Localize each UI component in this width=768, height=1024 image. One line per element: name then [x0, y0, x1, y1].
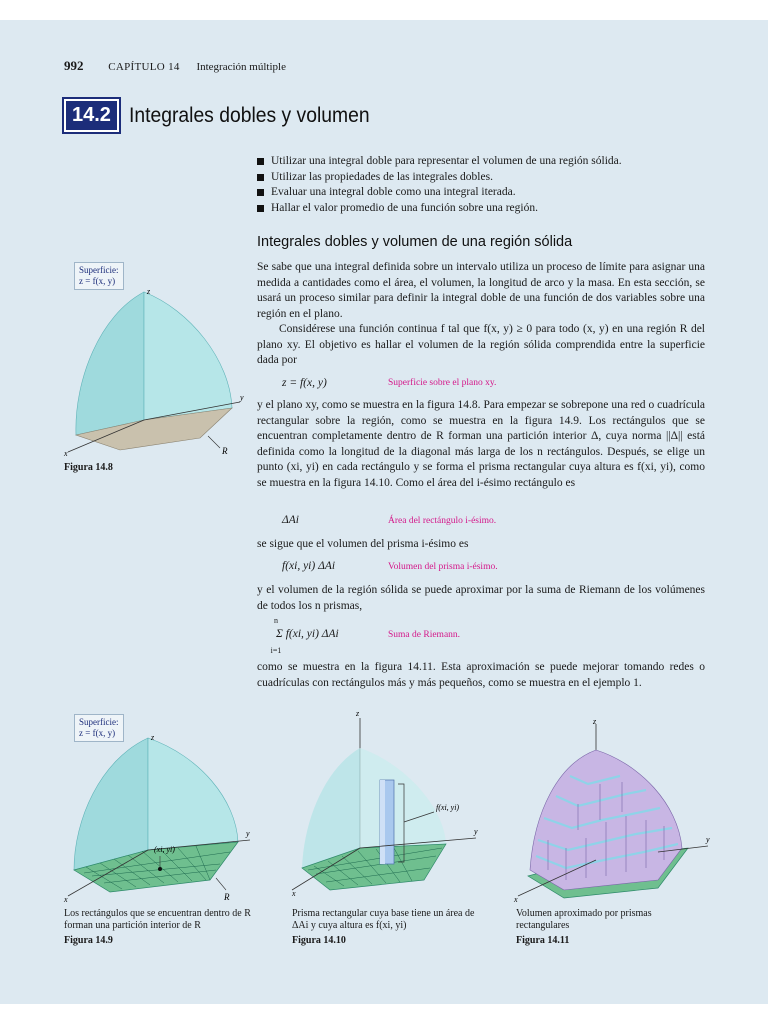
region-r-label: R [222, 446, 228, 456]
region-r-leader [208, 436, 220, 448]
objective-item: Utilizar las propiedades de las integrales dobles. [257, 170, 622, 186]
figure-14-9-caption: Los rectángulos que se encuentran dentro de R forman una partición interior de R [64, 908, 251, 931]
x-axis-label: x [64, 895, 68, 904]
figure-14-11-prisms [508, 720, 718, 910]
surface-right [144, 292, 232, 420]
x-axis-label: x [292, 889, 296, 898]
equation-riemann-sum: Σ f(xi, yi) ΔAi [276, 628, 339, 640]
surface-left [76, 292, 144, 435]
z-axis-label: z [151, 733, 155, 742]
surface-label-equation: z = f(x, y) [79, 728, 116, 738]
figure-14-8-label: Figura 14.8 [64, 462, 113, 473]
surface-label-title: Superficie: [79, 265, 119, 275]
textbook-page [0, 20, 768, 1004]
sample-point [158, 867, 162, 871]
chapter-label: CAPÍTULO 14 [108, 61, 180, 73]
paragraph-partition: y el plano xy, como se muestra en la figura 14.8. Para empezar se sobrepone una red o cuadrícula rectangular sobre la región, como se muestra en la figura 14.9. Los rectángulos que se encuentran completamente dentro de R forman una partición interior Δ, cuya norma ||Δ|| está definida como la longitud de la diagonal más larga de los n rectángulos. Después, se elige un punto (xi, yi) en cada rectángulo y se forma el prisma rectangular cuya altura es f(xi, yi), como se muestra en la figura 14.10. Como el área del i-ésimo rectángulo es [257, 399, 705, 489]
prism-height-label: f(xi, yi) [436, 803, 460, 812]
objective-item: Evaluar una integral doble como una integral iterada. [257, 185, 622, 201]
figure-14-9-label: Figura 14.9 [64, 935, 113, 946]
objective-item: Hallar el valor promedio de una función sobre una región. [257, 201, 622, 217]
figure-14-10-label: Figura 14.10 [292, 935, 346, 946]
y-axis-label: y [474, 827, 478, 836]
equation-area: ΔAi [282, 514, 299, 526]
equation-area-label: Área del rectángulo i-ésimo. [388, 516, 497, 526]
sum-lower-limit: i=1 [270, 646, 282, 655]
z-axis-label: z [147, 287, 151, 296]
section-title [64, 99, 390, 132]
page-number: 992 [64, 58, 84, 73]
z-axis-label: z [593, 720, 597, 726]
surface-label-equation: z = f(x, y) [79, 276, 116, 286]
z-axis-label: z [356, 709, 360, 718]
equation-surface-label: Superficie sobre el plano xy. [388, 378, 497, 388]
equation-prism-volume: f(xi, yi) ΔAi [282, 560, 336, 572]
surface-right [148, 738, 238, 850]
figure-14-10-prism [286, 708, 486, 908]
paragraph-intro: Se sabe que una integral definida sobre un intervalo utiliza un proceso de límite para asignar una medida a cantidades como el área, el volumen, la longitud de arco y la masa. En esta sección, se usará un proceso similar para definir la integral doble de una función de dos variables sobre una región en el plano. [257, 261, 705, 320]
rectangular-prism-highlight [380, 780, 385, 864]
chapter-title: Integración múltiple [196, 61, 286, 73]
figure-14-11-caption: Volumen aproximado por prismas rectangulares [516, 908, 652, 931]
equation-surface: z = f(x, y) [282, 377, 327, 389]
y-axis-label: y [240, 393, 244, 402]
figure-14-10-caption: Prisma rectangular cuya base tiene un área de ΔAi y cuya altura es f(xi, yi) [292, 908, 475, 931]
equation-prism-volume-label: Volumen del prisma i-ésimo. [388, 562, 498, 572]
figure-14-11-label: Figura 14.11 [516, 935, 570, 946]
figure-14-9-grid [60, 720, 260, 910]
surface-left [74, 738, 148, 870]
region-r-leader [216, 878, 226, 890]
x-axis-label: x [514, 895, 518, 904]
paragraph-function: Considérese una función continua f tal que f(x, y) ≥ 0 para todo (x, y) en una región R del plano xy. El objetivo es hallar el volumen de la región sólida comprendida entre la superficie dada por [257, 323, 705, 366]
equation-riemann-label: Suma de Riemann. [388, 630, 461, 640]
paragraph-conclusion: como se muestra en la figura 14.11. Esta aproximación se puede mejorar tomando redes o cuadrículas con rectángulos más y más pequeños, como se muestra en el ejemplo 1. [257, 661, 705, 689]
paragraph-volume: se sigue que el volumen del prisma i-ésimo es [257, 538, 469, 550]
section-heading: Integrales dobles y volumen [128, 103, 370, 127]
surface-label-title: Superficie: [79, 717, 119, 727]
figure-14-8-surface [60, 270, 250, 470]
y-axis-label: y [246, 829, 250, 838]
surface-right [360, 748, 446, 848]
surface-left [302, 748, 360, 868]
section-number-badge: 14.2 [64, 99, 119, 132]
objectives-list [257, 154, 622, 216]
objective-item: Utilizar una integral doble para representar el volumen de una región sólida. [257, 154, 622, 170]
sum-upper-limit: n [274, 616, 278, 625]
subsection-heading: Integrales dobles y volumen de una región sólida [257, 234, 573, 250]
y-axis-label: y [706, 835, 710, 844]
x-axis-label: x [64, 449, 68, 458]
running-header [64, 58, 286, 74]
paragraph-riemann: y el volumen de la región sólida se puede aproximar por la suma de Riemann de los volúmenes de todos los n prismas, [257, 584, 705, 612]
sample-point-label: (xi, yi) [154, 845, 175, 854]
region-r-label: R [224, 892, 230, 902]
